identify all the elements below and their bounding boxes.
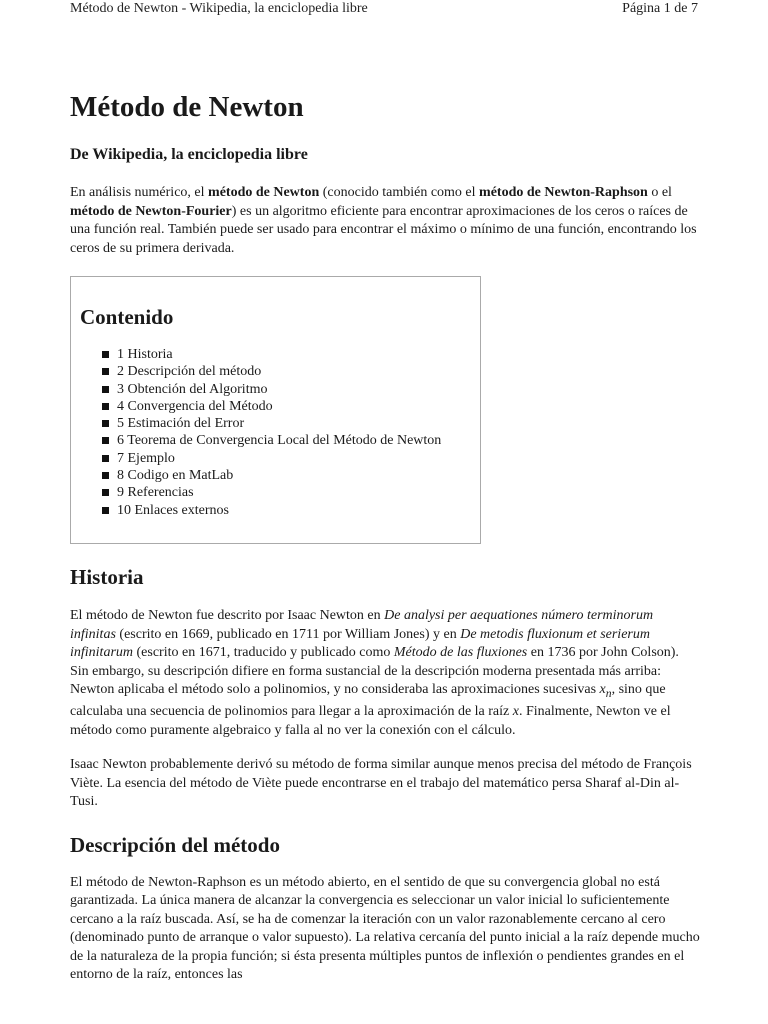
toc-list — [80, 346, 480, 519]
toc-item[interactable] — [102, 432, 480, 449]
descripcion-paragraph: El método de Newton-Raphson es un método abierto, en el sentido de que su convergencia global no está garantizada. La única manera de alcanzar la convergencia es seleccionar un valor inicial lo suficientemente cercano a la raíz buscada. Así, se ha de comenzar la iteración con un valor razonablemente cercano al cero (denominado punto de arranque o valor supuesto). La relativa cercanía del punto inicial a la raíz depende mucho de la naturaleza de la propia función; si ésta presenta múltiples puntos de inflexión o pendientes grandes en el entorno de la raíz, entonces las — [70, 874, 700, 983]
section-heading-descripcion: Descripción del método — [70, 832, 280, 857]
page-subtitle: De Wikipedia, la enciclopedia libre — [70, 146, 308, 163]
historia-paragraph: El método de Newton fue descrito por Isaac Newton en De analysi per aequationes número terminorum infinitas (escrito en 1669, publicado en 1711 por William Jones) y en De metodis fluxionum et serierum infinitarum (escrito en 1671, traducido y publicado como Método de las fluxiones en 1736 por John Colson). Sin embargo, su descripción difiere en forma sustancial de la descripción moderna presentada más arriba: Newton aplicaba el método solo a polinomios, y no consideraba las aproximaciones sucesivas $x_n$, sino que calculaba una secuencia de polinomios para llegar a la aproximación de la raíz x. Finalmente, Newton ve el método como puramente algebraico y falla al no ver la conexión con el cálculo. — [70, 608, 679, 738]
toc-title: Contenido — [80, 305, 174, 329]
toc-item[interactable] — [102, 363, 480, 380]
toc-item[interactable] — [102, 398, 480, 415]
square-bullet-icon — [102, 472, 109, 479]
toc-link[interactable]: 5 Estimación del Error — [117, 416, 245, 432]
term-metodo-newton: método de Newton — [208, 185, 320, 200]
toc-link[interactable]: 10 Enlaces externos — [117, 502, 229, 518]
toc-link[interactable]: 7 Ejemplo — [117, 450, 175, 466]
historia-paragraph-2: Isaac Newton probablemente derivó su método de forma similar aunque menos precisa del método de François Viète. La esencia del método de Viète puede encontrarse en el trabajo del matemático persa Sharaf al-Din al-Tusi. — [70, 757, 692, 810]
square-bullet-icon — [102, 368, 109, 375]
toc-item[interactable] — [102, 346, 480, 363]
toc-link[interactable]: 9 Referencias — [117, 485, 194, 501]
print-header — [70, 0, 698, 20]
toc-link[interactable]: 4 Convergencia del Método — [117, 398, 273, 414]
toc-item[interactable] — [102, 450, 480, 467]
table-of-contents — [70, 276, 481, 544]
term-newton-fourier: método de Newton-Fourier — [70, 203, 232, 219]
toc-link[interactable]: 1 Historia — [117, 347, 173, 362]
term-newton-raphson: método de Newton-Raphson — [479, 185, 648, 200]
toc-link[interactable]: 2 Descripción del método — [117, 364, 262, 380]
toc-item[interactable] — [102, 467, 480, 484]
square-bullet-icon — [102, 455, 109, 462]
page-title: Método de Newton — [70, 91, 304, 123]
toc-link[interactable]: 3 Obtención del Algoritmo — [117, 381, 268, 397]
square-bullet-icon — [102, 437, 109, 444]
square-bullet-icon — [102, 507, 109, 514]
section-heading-historia: Historia — [70, 565, 144, 589]
square-bullet-icon — [102, 489, 109, 496]
print-header-title: Método de Newton - Wikipedia, la enciclopedia libre — [70, 1, 368, 16]
toc-link[interactable]: 8 Codigo en MatLab — [117, 468, 234, 484]
intro-paragraph: En análisis numérico, el método de Newton (conocido también como el método de Newton-Raphson o el método de Newton-Fourier) es un algoritmo eficiente para encontrar aproximaciones de los ceros o raíces de una función real. También puede ser usado para encontrar el máximo o mínimo de una función, encontrando los ceros de su primera derivada. — [70, 185, 697, 256]
toc-item[interactable] — [102, 484, 480, 501]
page-indicator: Página 1 de 7 — [622, 1, 698, 16]
toc-item[interactable] — [102, 415, 480, 432]
article-content — [70, 88, 700, 985]
square-bullet-icon — [102, 403, 109, 410]
square-bullet-icon — [102, 386, 109, 393]
square-bullet-icon — [102, 351, 109, 358]
square-bullet-icon — [102, 420, 109, 427]
toc-item[interactable] — [102, 502, 480, 519]
toc-link[interactable]: 6 Teorema de Convergencia Local del Método de Newton — [117, 433, 442, 449]
toc-item[interactable] — [102, 381, 480, 398]
